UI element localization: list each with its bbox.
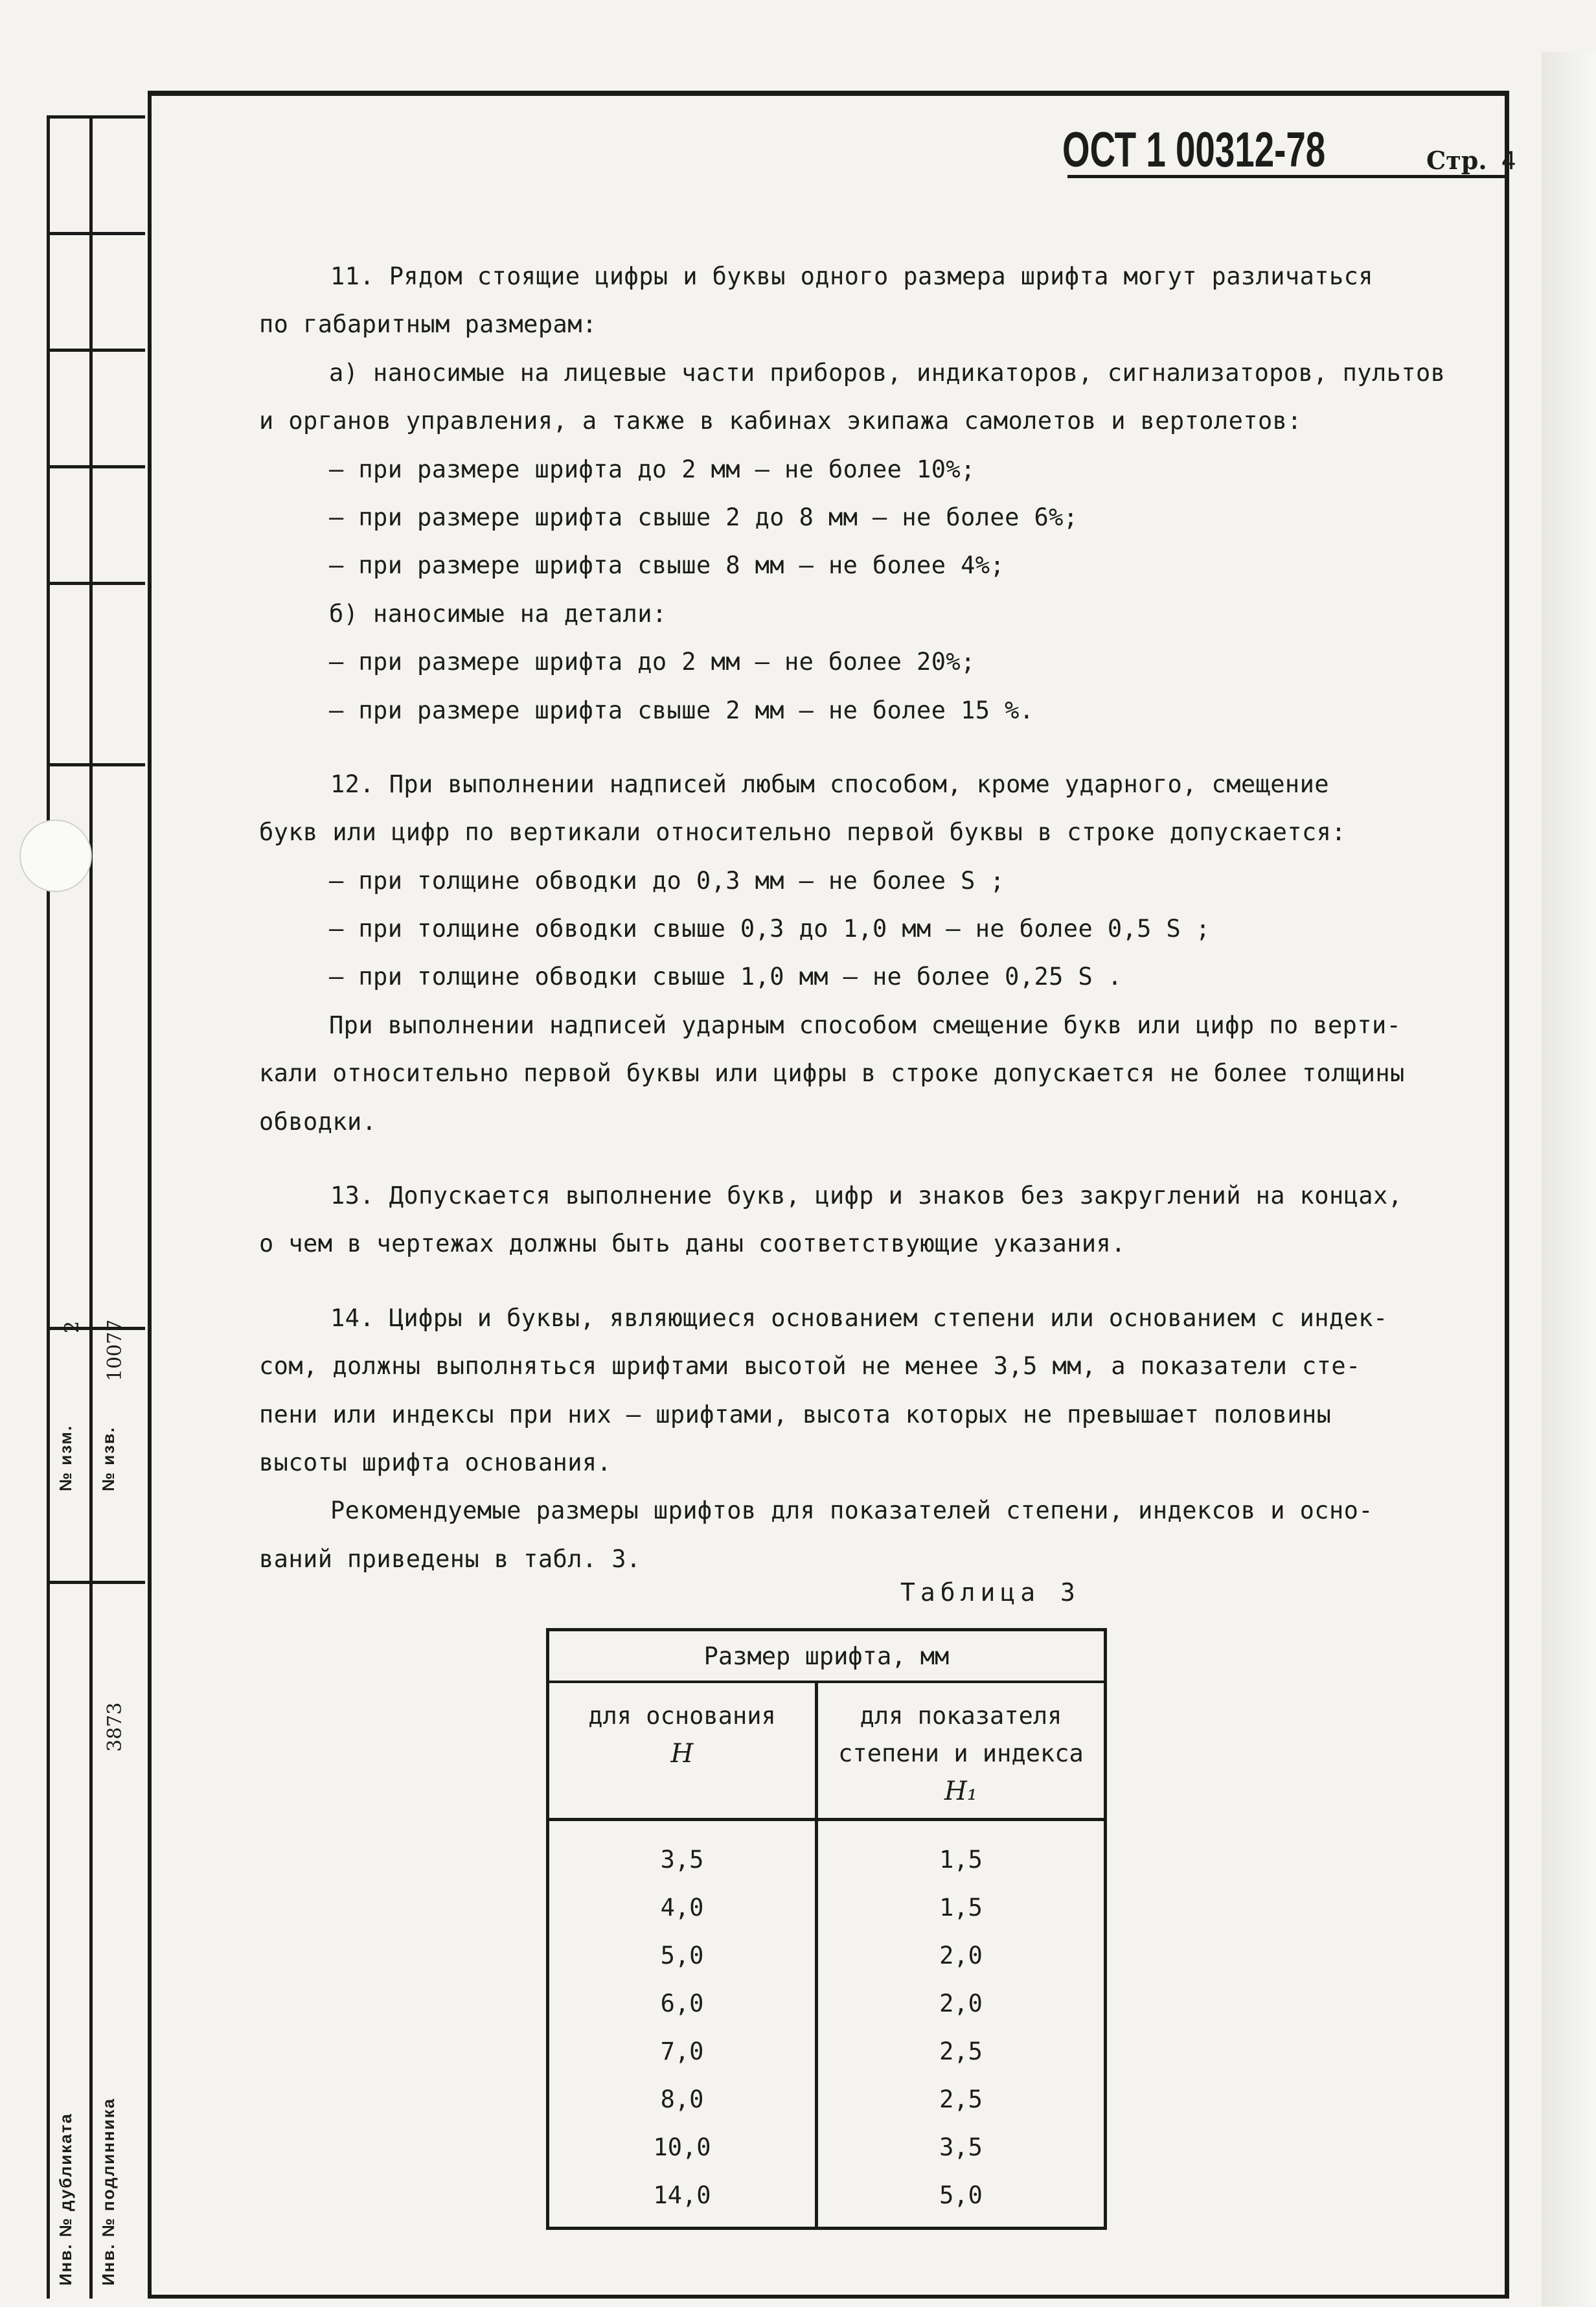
binding-line (47, 115, 145, 119)
cell-base-size: 6,0 (548, 1979, 817, 2027)
text-line: букв или цифр по вертикали относительно первой буквы в строке допускается: (259, 818, 1347, 847)
table-row (548, 2075, 1106, 2123)
text-line: сом, должны выполняться шрифтами высотой не менее 3,5 мм, а показатели сте- (259, 1352, 1361, 1381)
binding-line (47, 232, 145, 235)
text-line: 14. Цифры и буквы, являющиеся основанием степени или основанием с индек- (330, 1303, 1388, 1332)
cell-base-size: 10,0 (548, 2123, 817, 2171)
paragraph-11 (259, 253, 1477, 735)
izm-label: № изм. (56, 1425, 75, 1491)
text-line: и органов управления, а также в кабинах экипажа самолетов и вертолетов: (259, 407, 1302, 435)
paper-edge (1542, 52, 1596, 2306)
table-row (548, 1979, 1106, 2027)
table-row (548, 2123, 1106, 2171)
table-row (548, 2171, 1106, 2229)
text-line: пени или индексы при них – шрифтами, высота которых не превышает половины (259, 1400, 1332, 1429)
paragraph-13 (259, 1172, 1477, 1268)
podl-label: Инв. № подлинника (98, 2097, 118, 2286)
header-rule (1067, 175, 1509, 178)
izv-label: № изв. (98, 1426, 118, 1491)
izv-value: 10077 (104, 1319, 126, 1381)
text-line: – при размере шрифта свыше 8 мм – не более 4%; (329, 551, 1005, 580)
table-title: Таблица 3 (900, 1578, 1080, 1607)
text-line: При выполнении надписей ударным способом смещение букв или цифр по верти- (329, 1011, 1402, 1039)
cell-base-size: 5,0 (548, 1931, 817, 1979)
text-line: по габаритным размерам: (259, 310, 597, 339)
paragraph-14 (259, 1294, 1477, 1583)
punch-hole (19, 820, 92, 892)
text-line: высоты шрифта основания. (259, 1448, 612, 1476)
cell-index-size: 5,0 (939, 2181, 983, 2209)
page-label: Стр. (1426, 146, 1487, 175)
cell-base-size: 4,0 (548, 1883, 817, 1931)
text-line: а) наносимые на лицевые части приборов, индикаторов, сигнализаторов, пультов (329, 358, 1446, 387)
cell-base-size: 8,0 (548, 2075, 817, 2123)
col-header-symbol: H₁ (944, 1776, 977, 1806)
cell-index-size: 1,5 (939, 1845, 983, 1874)
cell-base-size: 7,0 (548, 2027, 817, 2075)
binding-line (47, 465, 145, 468)
page-header (1062, 117, 1516, 178)
font-size-table (546, 1628, 1107, 2230)
cell-index-size: 2,0 (939, 1941, 983, 1969)
table-row (548, 1931, 1106, 1979)
table-col-header-index (817, 1682, 1106, 1820)
text-line: о чем в чертежах должны быть даны соответствующие указания. (259, 1230, 1126, 1258)
izm-value: 2 (61, 1320, 84, 1333)
text-line: – при размере шрифта до 2 мм – не более 10%; (329, 455, 975, 483)
text-line: обводки. (259, 1107, 377, 1136)
text-line: – при размере шрифта свыше 2 до 8 мм – не более 6%; (329, 503, 1078, 531)
binding-line (47, 582, 145, 585)
cell-index-size: 2,5 (939, 2037, 983, 2065)
text-line: – при размере шрифта до 2 мм – не более 20%; (329, 648, 975, 676)
text-line: Рекомендуемые размеры шрифтов для показателей степени, индексов и осно- (330, 1497, 1373, 1525)
text-line: – при размере шрифта свыше 2 мм – не более 15 %. (329, 696, 1034, 724)
cell-base-size: 14,0 (548, 2171, 817, 2229)
text-line: ваний приведены в табл. 3. (259, 1544, 641, 1573)
col-header-label: степени и индекса (838, 1739, 1084, 1767)
document-code: ОСТ 1 00312-78 (1062, 122, 1326, 178)
dubl-label: Инв. № дубликата (56, 2113, 75, 2286)
text-line: 13. Допускается выполнение букв, цифр и знаков без закруглений на концах, (330, 1182, 1403, 1210)
text-line: 12. При выполнении надписей любым способом, кроме ударного, смещение (330, 770, 1329, 798)
text-line: – при толщине обводки до 0,3 мм – не более S ; (329, 866, 1005, 895)
document-body (259, 253, 1477, 1583)
text-line: – при толщине обводки свыше 0,3 до 1,0 мм – не более 0,5 S ; (329, 915, 1211, 943)
binding-line (47, 763, 145, 766)
table-col-header-base (548, 1682, 817, 1820)
binding-strip (47, 115, 145, 2299)
paragraph-12 (259, 761, 1477, 1146)
col-header-label: для основания (588, 1702, 776, 1730)
cell-index-size: 3,5 (939, 2133, 983, 2161)
binding-line (89, 115, 93, 2299)
text-line: кали относительно первой буквы или цифры в строке допускается не более толщины (259, 1059, 1405, 1088)
binding-line (47, 349, 145, 352)
cell-base-size: 3,5 (548, 1820, 817, 1884)
table-row (548, 1883, 1106, 1931)
binding-line (47, 115, 50, 2299)
text-line: 11. Рядом стоящие цифры и буквы одного размера шрифта могут различаться (330, 262, 1373, 290)
cell-index-size: 2,5 (939, 2085, 983, 2113)
binding-line (47, 1581, 145, 1584)
col-header-label: для показателя (860, 1702, 1062, 1730)
cell-index-size: 2,0 (939, 1989, 983, 2017)
page-number: 4 (1501, 146, 1516, 175)
table-header-top: Размер шрифта, мм (548, 1630, 1106, 1682)
table-row (548, 2027, 1106, 2075)
table-row (548, 1820, 1106, 1884)
cell-index-size: 1,5 (939, 1893, 983, 1922)
col-header-symbol: H (670, 1739, 694, 1769)
text-line: б) наносимые на детали: (329, 599, 667, 628)
podl-value: 3873 (104, 1702, 126, 1752)
text-line: – при толщине обводки свыше 1,0 мм – не более 0,25 S . (329, 963, 1123, 991)
